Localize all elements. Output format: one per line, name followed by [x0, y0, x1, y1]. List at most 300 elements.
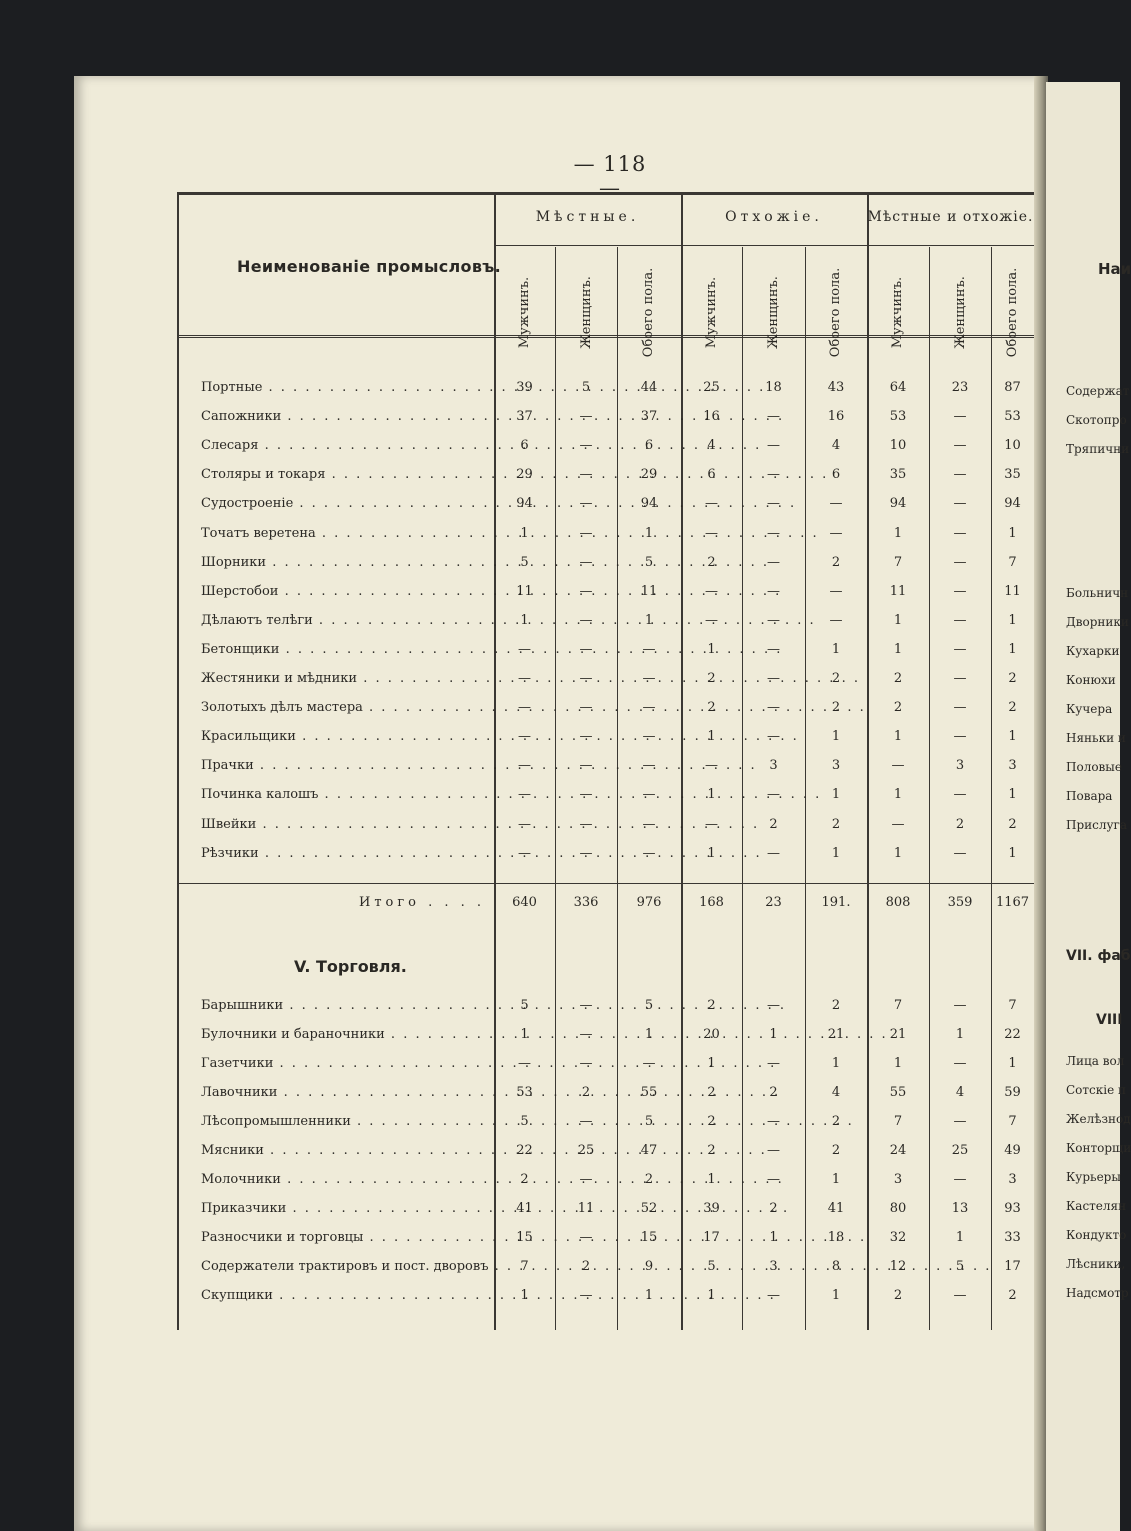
cell-value: 5 — [520, 554, 529, 570]
group-header-rule — [494, 245, 1034, 246]
table-row — [179, 1172, 1034, 1198]
table-row — [179, 642, 1034, 668]
cell-value: — — [579, 525, 593, 541]
table-row — [179, 496, 1034, 522]
total-value: 640 — [512, 895, 537, 910]
cell-value: — — [579, 671, 593, 686]
cell-value: 7 — [1008, 554, 1017, 570]
cell-value: 1 — [893, 525, 903, 541]
next-page-section-viii: VIII — [1096, 1012, 1123, 1028]
cell-value: 1 — [831, 1056, 841, 1071]
cell-value: 1 — [831, 641, 841, 657]
next-page-item: Содержат — [1066, 384, 1130, 398]
cell-value: 10 — [889, 438, 907, 454]
cell-value: 1 — [644, 1027, 654, 1042]
cell-value: 53 — [889, 409, 907, 425]
row-label: Судостроеніе . . . — [201, 496, 491, 511]
cell-value: — — [953, 1114, 967, 1129]
cell-value: 41 — [827, 1201, 845, 1216]
subcolumn-header: Женщинъ. — [766, 275, 782, 349]
next-page-item: Больничн — [1066, 586, 1129, 600]
cell-value: — — [705, 496, 718, 512]
row-label: Швейки . . . — [201, 817, 491, 832]
cell-value: — — [579, 816, 593, 832]
cell-value: 5 — [644, 998, 654, 1013]
cell-value: 15 — [640, 1230, 658, 1245]
cell-value: 2 — [831, 671, 841, 686]
cell-value: 1 — [644, 525, 654, 541]
subcolumn-header: Женщинъ. — [578, 275, 594, 349]
cell-value: 43 — [827, 380, 845, 395]
row-label: Точатъ веретена . . . — [201, 526, 491, 541]
cell-value: 2 — [707, 554, 716, 570]
cell-value: — — [953, 496, 967, 512]
cell-value: — — [579, 1172, 593, 1187]
cell-value: — — [953, 998, 967, 1013]
table-row — [179, 817, 1034, 843]
row-label: Столяры и токаря . . . — [201, 467, 491, 482]
cell-value: — — [767, 998, 780, 1013]
cell-value: 1 — [831, 787, 841, 803]
cell-value: — — [642, 787, 656, 803]
cell-value: 7 — [1008, 998, 1017, 1013]
cell-value: — — [767, 729, 780, 745]
cell-value: 4 — [955, 1085, 965, 1100]
cell-value: — — [705, 816, 718, 832]
cell-value: 35 — [889, 467, 907, 483]
cell-value: 2 — [831, 998, 841, 1013]
cell-value: 2 — [707, 998, 716, 1013]
cell-value: — — [579, 1027, 593, 1042]
next-page-item: Курьеры — [1066, 1170, 1121, 1184]
next-page-item: Прислуга — [1066, 818, 1127, 832]
cell-value: 41 — [516, 1201, 533, 1216]
cell-value: — — [579, 583, 593, 599]
subcolumn-header: Мужчинъ. — [704, 276, 719, 348]
cell-value: — — [767, 1172, 780, 1187]
cell-value: 2 — [769, 816, 778, 832]
cell-value: — — [953, 583, 967, 599]
cell-value: 1 — [520, 525, 529, 541]
cell-value: — — [579, 612, 593, 628]
cell-value: 94 — [1004, 496, 1021, 512]
next-page-item: Кучера — [1066, 702, 1113, 716]
cell-value: 49 — [1004, 1143, 1021, 1158]
subcolumn-header: Мужчинъ. — [517, 276, 532, 348]
total-value: 336 — [573, 895, 599, 910]
cell-value: — — [579, 409, 593, 425]
cell-value: — — [579, 729, 593, 745]
cell-value: 3 — [1008, 758, 1017, 774]
page-number: — 118 — — [573, 152, 647, 200]
cell-value: — — [767, 409, 780, 425]
next-page-item: Кухарки — [1066, 644, 1120, 658]
total-value: 23 — [765, 895, 782, 910]
cell-value: 1 — [831, 729, 841, 745]
cell-value: — — [579, 787, 593, 803]
cell-value: 5 — [520, 998, 529, 1013]
subcolumn-header: Обоего пола. — [828, 267, 844, 357]
cell-value: 53 — [516, 1085, 533, 1100]
cell-value: — — [705, 758, 718, 774]
cell-value: 11 — [516, 583, 533, 599]
row-label: Разносчики и торговцы . . . — [201, 1230, 491, 1245]
cell-value: — — [953, 787, 967, 803]
cell-value: 21 — [827, 1027, 845, 1042]
table-row — [179, 613, 1034, 639]
cell-value: 39 — [703, 1201, 720, 1216]
cell-value: 2 — [581, 1259, 591, 1274]
next-page-fragment — [1046, 82, 1131, 1531]
cell-value: 1 — [520, 1027, 529, 1042]
cell-value: — — [953, 671, 967, 686]
cell-value: — — [642, 729, 656, 745]
cell-value: 6 — [707, 467, 716, 483]
cell-value: — — [953, 729, 967, 745]
cell-value: 2 — [581, 1085, 591, 1100]
cell-value: 1 — [1008, 787, 1017, 803]
cell-value: 29 — [640, 467, 658, 483]
cell-value: — — [579, 1056, 593, 1071]
cell-value: — — [642, 845, 656, 861]
total-value: 808 — [885, 895, 911, 910]
cell-value: 39 — [516, 380, 533, 395]
row-label: Булочники и бараночники . . . — [201, 1027, 491, 1042]
subcolumn-header: Мужчинъ. — [890, 276, 906, 348]
table-row — [179, 526, 1034, 552]
cell-value: — — [767, 467, 780, 483]
cell-value: — — [953, 845, 967, 861]
cell-value: 1 — [1008, 729, 1017, 745]
table-row — [179, 998, 1034, 1024]
cell-value: 23 — [951, 380, 969, 395]
cell-value: — — [953, 612, 967, 628]
cell-value: 2 — [707, 1143, 716, 1158]
cell-value: 2 — [893, 1288, 903, 1303]
cell-value: 94 — [516, 496, 533, 512]
cell-value: — — [642, 758, 656, 774]
cell-value: 1 — [1008, 1056, 1017, 1071]
cell-value: 17 — [703, 1230, 720, 1245]
row-label: Рѣзчики . . . — [201, 846, 491, 861]
cell-value: 1 — [955, 1027, 965, 1042]
cell-value: — — [767, 700, 780, 716]
table-row — [179, 787, 1034, 813]
row-label: Приказчики . . . — [201, 1201, 491, 1216]
subcolumn-header: Обоего пола. — [641, 267, 657, 357]
cell-value: — — [518, 816, 531, 832]
table-row — [179, 409, 1034, 435]
cell-value: — — [642, 641, 656, 657]
cell-value: 2 — [831, 700, 841, 716]
subcolumn-header: Обоего пола. — [1005, 267, 1021, 357]
cell-value: 2 — [707, 1114, 716, 1129]
cell-value: 1 — [644, 612, 654, 628]
cell-value: 2 — [644, 1172, 654, 1187]
table-row — [179, 1056, 1034, 1082]
cell-value: — — [518, 671, 531, 686]
cell-value: 1 — [707, 729, 716, 745]
next-page-item: Лѣсники, — [1066, 1257, 1126, 1271]
cell-value: 1 — [644, 1288, 654, 1303]
cell-value: 10 — [1004, 438, 1021, 454]
cell-value: — — [579, 496, 593, 512]
cell-value: 17 — [1004, 1259, 1021, 1274]
cell-value: 2 — [769, 1085, 778, 1100]
cell-value: 64 — [889, 380, 907, 395]
next-page-item: Кондукто — [1066, 1228, 1127, 1242]
cell-value: — — [953, 554, 967, 570]
cell-value: 6 — [520, 438, 529, 454]
row-label: Слесаря . . . — [201, 438, 491, 453]
row-label: Красильщики . . . — [201, 729, 491, 744]
row-label: Лѣсопромышленники . . . — [201, 1114, 491, 1129]
cell-value: — — [767, 845, 780, 861]
cell-value: 1 — [520, 612, 529, 628]
row-label: Починка калошъ . . . — [201, 787, 491, 802]
cell-value: 7 — [520, 1259, 529, 1274]
cell-value: 2 — [831, 816, 841, 832]
cell-value: — — [579, 1230, 593, 1245]
total-label: Итого . . . . — [359, 895, 486, 910]
total-value: 359 — [947, 895, 973, 910]
cell-value: — — [518, 1056, 531, 1071]
cell-value: 12 — [889, 1259, 907, 1274]
next-page-item: Кастелян — [1066, 1199, 1127, 1213]
cell-value: 7 — [893, 998, 903, 1013]
cell-value: 3 — [769, 1259, 778, 1274]
cell-value: — — [953, 409, 967, 425]
next-page-section-vii: VII. фаб — [1066, 948, 1131, 964]
cell-value: 15 — [516, 1230, 533, 1245]
cell-value: 4 — [707, 438, 716, 454]
cell-value: 44 — [640, 380, 658, 395]
cell-value: 21 — [889, 1027, 907, 1042]
table-row — [179, 758, 1034, 784]
cell-value: — — [829, 583, 843, 599]
cell-value: 94 — [889, 496, 907, 512]
table-row — [179, 1201, 1034, 1227]
cell-value: 1 — [893, 612, 903, 628]
cell-value: — — [953, 1056, 967, 1071]
table-row — [179, 1230, 1034, 1256]
cell-value: 59 — [1004, 1085, 1021, 1100]
cell-value: 20 — [703, 1027, 720, 1042]
cell-value: 1 — [831, 845, 841, 861]
row-label: Лавочники . . . — [201, 1085, 491, 1100]
total-value: 191. — [821, 895, 851, 910]
cell-value: — — [829, 612, 843, 628]
cell-value: 5 — [520, 1114, 529, 1129]
cell-value: 2 — [707, 700, 716, 716]
cell-value: — — [767, 1143, 780, 1158]
next-page-item: Конюхи — [1066, 673, 1116, 687]
cell-value: — — [579, 438, 593, 454]
cell-value: — — [829, 496, 843, 512]
table-row — [179, 1085, 1034, 1111]
cell-value: 2 — [1008, 1288, 1017, 1303]
cell-value: 1 — [893, 787, 903, 803]
cell-value: — — [579, 845, 593, 861]
cell-value: 4 — [831, 1085, 841, 1100]
table-row — [179, 700, 1034, 726]
cell-value: 7 — [893, 1114, 903, 1129]
table-row — [179, 1259, 1034, 1285]
table-row — [179, 1143, 1034, 1169]
total-value: 168 — [699, 895, 724, 910]
next-page-heading: Наи — [1098, 260, 1131, 278]
row-label: Молочники . . . — [201, 1172, 491, 1187]
cell-value: — — [767, 438, 780, 454]
row-label: Шорники . . . — [201, 555, 491, 570]
total-row — [179, 895, 1034, 921]
cell-value: 3 — [893, 1172, 903, 1187]
table-row — [179, 729, 1034, 755]
cell-value: 8 — [831, 1259, 841, 1274]
cell-value: — — [705, 612, 718, 628]
subcolumn-header: Женщинъ. — [952, 275, 968, 349]
row-label: Газетчики . . . — [201, 1056, 491, 1071]
cell-value: 32 — [889, 1230, 907, 1245]
cell-value: 55 — [889, 1085, 907, 1100]
cell-value: — — [953, 467, 967, 483]
cell-value: 1 — [831, 1288, 841, 1303]
cell-value: — — [642, 700, 656, 716]
cell-value: — — [891, 758, 905, 774]
cell-value: 3 — [831, 758, 841, 774]
cell-value: 55 — [640, 1085, 658, 1100]
cell-value: — — [953, 700, 967, 716]
group-header-local: Мѣстные. — [535, 209, 640, 225]
cell-value: 4 — [831, 438, 841, 454]
cell-value: — — [953, 641, 967, 657]
cell-value: 1 — [707, 787, 716, 803]
row-label: Барышники . . . — [201, 998, 491, 1013]
cell-value: 1 — [1008, 641, 1017, 657]
table-row — [179, 555, 1034, 581]
cell-value: — — [767, 1288, 780, 1303]
cell-value: 2 — [831, 554, 841, 570]
table-row — [179, 846, 1034, 872]
cell-value: — — [767, 583, 780, 599]
cell-value: — — [767, 525, 780, 541]
next-page-item: Конторщи — [1066, 1141, 1131, 1155]
table-row — [179, 1114, 1034, 1140]
cell-value: 80 — [889, 1201, 907, 1216]
cell-value: 25 — [951, 1143, 969, 1158]
cell-value: 37 — [516, 409, 533, 425]
next-page-item: Лица вол — [1066, 1054, 1125, 1068]
table-row — [179, 380, 1034, 406]
cell-value: — — [642, 671, 656, 686]
cell-value: 1 — [707, 641, 716, 657]
cell-value: 2 — [893, 671, 903, 686]
cell-value: 1 — [893, 1056, 903, 1071]
cell-value: — — [518, 758, 531, 774]
cell-value: — — [518, 641, 531, 657]
cell-value: 11 — [889, 583, 907, 599]
cell-value: 24 — [889, 1143, 907, 1158]
cell-value: — — [518, 845, 531, 861]
cell-value: — — [953, 525, 967, 541]
table-row — [179, 438, 1034, 464]
cell-value: 25 — [703, 380, 720, 395]
cell-value: 11 — [577, 1201, 595, 1216]
cell-value: — — [953, 1172, 967, 1187]
cell-value: 3 — [1008, 1172, 1017, 1187]
total-value: 1167 — [995, 895, 1030, 910]
cell-value: — — [767, 641, 780, 657]
next-page-item: Няньки и — [1066, 731, 1126, 745]
cell-value: — — [579, 998, 593, 1013]
next-page-item: Желѣзнод — [1066, 1112, 1131, 1126]
cell-value: 2 — [893, 700, 903, 716]
total-rule — [179, 883, 1034, 884]
row-label: Бетонщики . . . — [201, 642, 491, 657]
row-label: Шерстобои . . . — [201, 584, 491, 599]
cell-value: 1 — [707, 1288, 716, 1303]
cell-value: — — [767, 612, 780, 628]
cell-value: 1 — [831, 1172, 841, 1187]
cell-value: 35 — [1004, 467, 1021, 483]
cell-value: 47 — [640, 1143, 658, 1158]
cell-value: — — [642, 816, 656, 832]
total-value: 976 — [636, 895, 662, 910]
group-header-seasonal: Отхожіе. — [725, 209, 823, 225]
cell-value: 2 — [831, 1143, 841, 1158]
cell-value: 25 — [577, 1143, 595, 1158]
cell-value: 18 — [827, 1230, 845, 1245]
cell-value: 87 — [1004, 380, 1021, 395]
cell-value: 6 — [644, 438, 654, 454]
cell-value: 13 — [951, 1201, 969, 1216]
cell-value: 1 — [1008, 525, 1017, 541]
cell-value: — — [767, 496, 780, 512]
cell-value: 2 — [955, 816, 965, 832]
next-page-item: Повара — [1066, 789, 1113, 803]
section-title: V. Торговля. — [294, 957, 407, 976]
next-page-item: Половые — [1066, 760, 1122, 774]
cell-value: 2 — [769, 1201, 778, 1216]
cell-value: — — [579, 641, 593, 657]
cell-value: — — [579, 758, 593, 774]
table-row — [179, 584, 1034, 610]
row-label: Скупщики . . . — [201, 1288, 491, 1303]
cell-value: 11 — [1004, 583, 1021, 599]
next-page-item: Надсмотр — [1066, 1286, 1129, 1300]
cell-value: — — [579, 700, 593, 716]
cell-value: 1 — [1008, 845, 1017, 861]
cell-value: 1 — [955, 1230, 965, 1245]
row-label: Дѣлаютъ телѣги . . . — [201, 613, 491, 628]
next-page-item: Сотскіе п — [1066, 1083, 1127, 1097]
cell-value: — — [953, 438, 967, 454]
cell-value: 1 — [769, 1230, 778, 1245]
column-title: Неименованіе промысловъ. — [237, 257, 501, 276]
cell-value: 1 — [1008, 612, 1017, 628]
cell-value: — — [579, 1288, 593, 1303]
row-label: Сапожники . . . — [201, 409, 491, 424]
group-header-combined: Мѣстные и отхожіе. — [867, 209, 1034, 225]
cell-value: 5 — [644, 1114, 654, 1129]
cell-value: 2 — [1008, 700, 1017, 716]
row-label: Мясники . . . — [201, 1143, 491, 1158]
cell-value: — — [767, 1114, 780, 1129]
table-row — [179, 671, 1034, 697]
cell-value: 22 — [1004, 1027, 1021, 1042]
cell-value: 11 — [640, 583, 658, 599]
cell-value: 3 — [955, 758, 965, 774]
